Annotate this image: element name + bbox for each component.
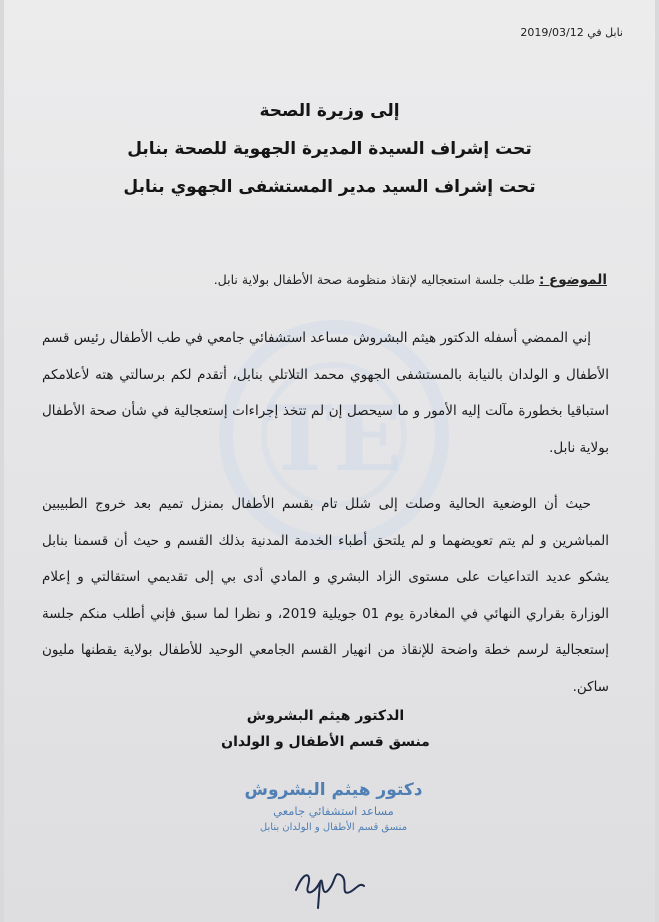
recipient-headings bbox=[4, 92, 655, 206]
handwritten-signature bbox=[290, 852, 370, 912]
signatory-name: الدكتور هيثم البشروش bbox=[246, 708, 405, 724]
body-paragraph-2: حيث أن الوضعية الحالية وصلت إلى شلل تام بقسم الأطفال بمنزل تميم بعد خروج الطبيبين المباشرين و لم يتم تعويضهما و لم يلتحق أطباء الخدمة المدنية بذلك القسم و حيث أن قسمنا بنابل يشكو عديد التداعيات على مستوى الزاد البشري و المادي أدى بي إلى تقديمي استقالتي و إعلام الوزارة بقراري النهائي في المغادرة يوم 01 جويلية 2019، و نظرا لما سبق فإني أطلب منكم جلسة إستعجالية لرسم خطة واضحة للإنقاذ من انهيار القسم الجامعي الوحيد للأطفال بولاية يقطنها مليون ساكن. bbox=[42, 496, 609, 695]
stamp-position: مساعد استشفائي جامعي bbox=[273, 804, 394, 818]
recipient-line-3: تحت إشراف السيد مدير المستشفى الجهوي بنابل bbox=[123, 177, 536, 197]
subject-label: الموضوع : bbox=[538, 272, 607, 288]
body-paragraph-1: إني الممضي أسفله الدكتور هيثم البشروش مساعد استشفائي جامعي في طب الأطفال رئيس قسم الأطفال و الولدان بالنيابة بالمستشفى الجهوي محمد التلاتلي بنابل، أتقدم لكم برسالتي هته لأعلامكم استباقيا بخطورة مآلت إليه الأمور و ما سيحصل إن لم تتخذ إجراءات إستعجالية في شأن صحة الأطفال بولاية نابل. bbox=[41, 330, 609, 456]
recipient-line-1: إلى وزيرة الصحة bbox=[259, 101, 400, 121]
letter-page bbox=[4, 0, 655, 922]
stamp-department: منسق قسم الأطفال و الولدان بنابل bbox=[259, 822, 408, 833]
date-line: نابل في 2019/03/12 bbox=[520, 26, 623, 39]
signatory-title: منسق قسم الأطفال و الولدان bbox=[221, 734, 430, 750]
stamp-name: دكتور هيثم البشروش bbox=[244, 780, 423, 800]
subject-line bbox=[214, 272, 607, 288]
recipient-line-2: تحت إشراف السيدة المديرة الجهوية للصحة بنابل bbox=[127, 139, 532, 159]
watermark-glyph: TE bbox=[266, 386, 402, 492]
subject-text: طلب جلسة استعجاليه لإنقاذ منظومة صحة الأطفال بولاية نابل. bbox=[213, 272, 535, 287]
